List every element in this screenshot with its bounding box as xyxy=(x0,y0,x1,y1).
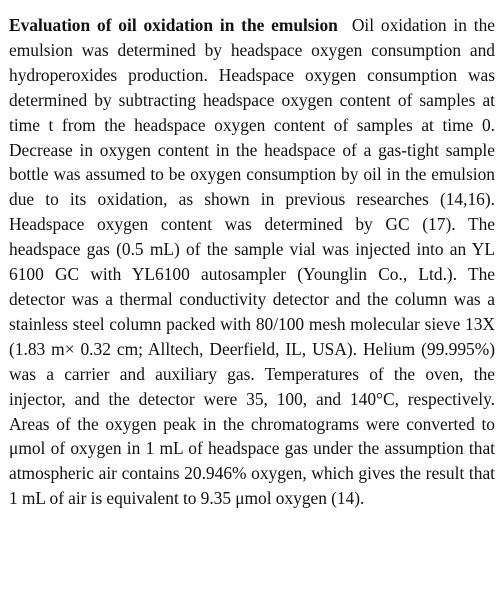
section-body-text: Oil oxidation in the emulsion was determined by headspace oxygen consumption and hydroperoxides production. Headspace oxygen consumption was determined by subtracting headspace oxygen content of samples at time t from the headspace oxygen content of samples at time 0. Decrease in oxygen content in the headspace of a gas-tight sample bottle was assumed to be oxygen consumption by oil in the emulsion due to its oxidation, as shown in previous researches (14,16). Headspace oxygen content was determined by GC (17). The headspace gas (0.5 mL) of the sample vial was injected into an YL 6100 GC with YL6100 autosampler (Younglin Co., Ltd.). The detector was a thermal conductivity detector and the column was a stainless steel column packed with 80/100 mesh molecular sieve 13X (1.83 m× 0.32 cm; Alltech, Deerfield, IL, USA). Helium (99.995%) was a carrier and auxiliary gas. Temperatures of the oven, the injector, and the detector were 35, 100, and 140°C, respectively. Areas of the oxygen peak in the chromatograms were converted to μmol of oxygen in 1 mL of headspace gas under the assumption that atmospheric air contains 20.946% oxygen, which gives the result that 1 mL of air is equivalent to 9.35 μmol oxygen (14). xyxy=(9,15,495,509)
section-paragraph xyxy=(9,13,495,511)
section-heading: Evaluation of oil oxidation in the emulsion xyxy=(9,15,338,35)
